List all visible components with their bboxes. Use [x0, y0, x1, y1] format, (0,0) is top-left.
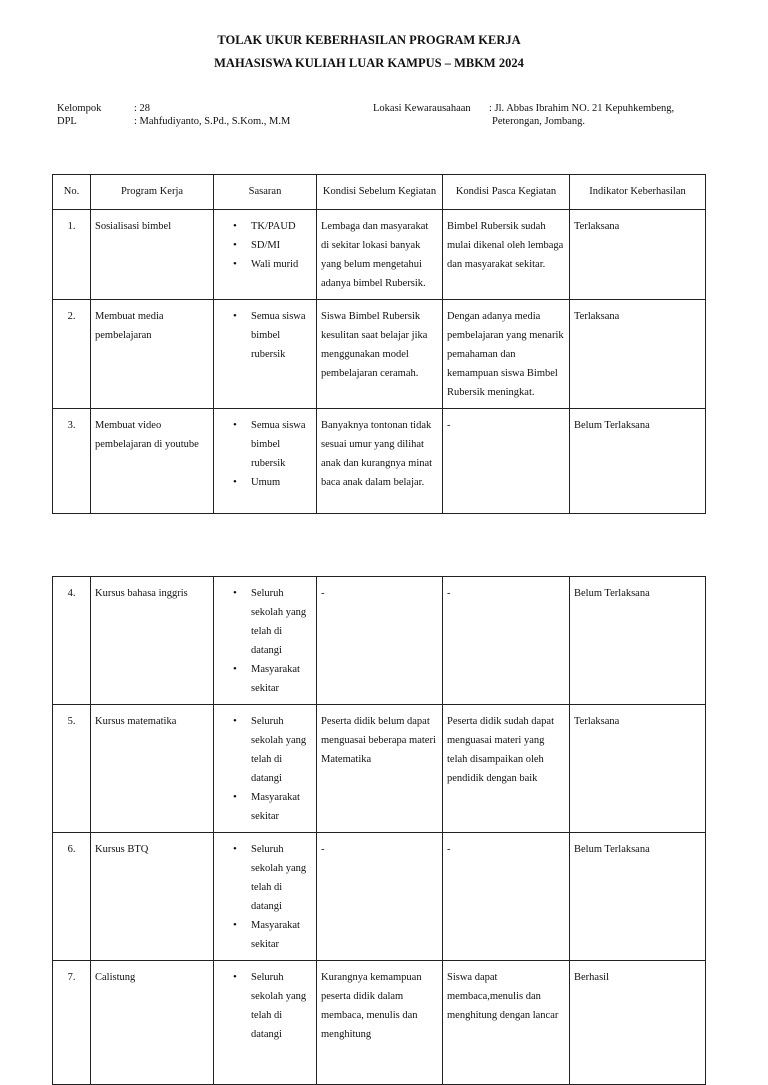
row-targets: [214, 409, 317, 514]
row-indicator: Berhasil: [570, 961, 706, 1085]
kelompok-label: Kelompok: [57, 103, 102, 114]
header-indicator: Indikator Keberhasilan: [570, 175, 706, 210]
row-program: Kursus matematika: [91, 705, 214, 833]
row-program: Calistung: [91, 961, 214, 1085]
row-targets: [214, 961, 317, 1085]
row-after: -: [443, 577, 570, 705]
row-targets: [214, 300, 317, 409]
table-header-row: [53, 175, 706, 210]
row-no: 4.: [53, 577, 91, 705]
row-before: -: [317, 577, 443, 705]
lokasi-label: Lokasi Kewarausahaan: [373, 103, 471, 114]
target-item: • Seluruh sekolah yang telah di datangi: [251, 712, 312, 788]
table-row: [53, 577, 706, 705]
row-program: Kursus BTQ: [91, 833, 214, 961]
header-program: Program Kerja: [91, 175, 214, 210]
row-after: Peserta didik sudah dapat menguasai materi yang telah disampaikan oleh pendidik dengan baik: [443, 705, 570, 833]
row-program: Membuat media pembelajaran: [91, 300, 214, 409]
row-indicator: Belum Terlaksana: [570, 409, 706, 514]
target-item: • Masyarakat sekitar: [251, 788, 312, 826]
target-item: • Seluruh sekolah yang telah di datangi: [251, 584, 312, 660]
header-target: Sasaran: [214, 175, 317, 210]
target-item: • Seluruh sekolah yang telah di datangi: [251, 840, 312, 916]
row-indicator: Terlaksana: [570, 210, 706, 300]
row-indicator: Terlaksana: [570, 300, 706, 409]
row-after: Dengan adanya media pembelajaran yang menarik pemahaman dan kemampuan siswa Bimbel Rubersik meningkat.: [443, 300, 570, 409]
row-before: Kurangnya kemampuan peserta didik dalam membaca, menulis dan menghitung: [317, 961, 443, 1085]
row-before: Banyaknya tontonan tidak sesuai umur yang dilihat anak dan kurangnya minat baca anak dalam belajar.: [317, 409, 443, 514]
target-item: • SD/MI: [251, 236, 312, 255]
row-no: 1.: [53, 210, 91, 300]
target-item: • Masyarakat sekitar: [251, 660, 312, 698]
target-item: • Wali murid: [251, 255, 312, 274]
meta-info: [0, 0, 768, 140]
lokasi-value-line-1: : Jl. Abbas Ibrahim NO. 21 Kepuhkembeng,: [489, 103, 675, 114]
row-indicator: Belum Terlaksana: [570, 577, 706, 705]
document-title-line-2: MAHASISWA KULIAH LUAR KAMPUS – MBKM 2024: [214, 56, 524, 70]
row-after: Bimbel Rubersik sudah mulai dikenal oleh lembaga dan masyarakat sekitar.: [443, 210, 570, 300]
dpl-label: DPL: [57, 116, 77, 127]
row-program: Sosialisasi bimbel: [91, 210, 214, 300]
row-before: Lembaga dan masyarakat di sekitar lokasi banyak yang belum mengetahui adanya bimbel Rubersik.: [317, 210, 443, 300]
target-item: • Semua siswa bimbel rubersik: [251, 307, 312, 364]
row-before: -: [317, 833, 443, 961]
row-no: 5.: [53, 705, 91, 833]
target-item: • Masyarakat sekitar: [251, 916, 312, 954]
header-no: No.: [53, 175, 91, 210]
row-indicator: Terlaksana: [570, 705, 706, 833]
row-after: -: [443, 833, 570, 961]
row-no: 3.: [53, 409, 91, 514]
row-before: Peserta didik belum dapat menguasai beberapa materi Matematika: [317, 705, 443, 833]
row-after: -: [443, 409, 570, 514]
row-targets: [214, 833, 317, 961]
table-row: [53, 833, 706, 961]
row-no: 6.: [53, 833, 91, 961]
row-no: 7.: [53, 961, 91, 1085]
target-item: • Semua siswa bimbel rubersik: [251, 416, 312, 473]
row-targets: [214, 577, 317, 705]
row-after: Siswa dapat membaca,menulis dan menghitung dengan lancar: [443, 961, 570, 1085]
table-row: [53, 210, 706, 300]
header-before: Kondisi Sebelum Kegiatan: [317, 175, 443, 210]
row-program: Membuat video pembelajaran di youtube: [91, 409, 214, 514]
table-row: [53, 961, 706, 1085]
dpl-value: : Mahfudiyanto, S.Pd., S.Kom., M.M: [134, 116, 291, 127]
row-before: Siswa Bimbel Rubersik kesulitan saat belajar jika menggunakan model pembelajaran ceramah.: [317, 300, 443, 409]
row-targets: [214, 210, 317, 300]
table-row: [53, 409, 706, 514]
row-targets: [214, 705, 317, 833]
row-no: 2.: [53, 300, 91, 409]
target-item: • Umum: [251, 473, 312, 492]
row-program: Kursus bahasa inggris: [91, 577, 214, 705]
lokasi-value-line-2: Peterongan, Jombang.: [492, 116, 586, 127]
target-item: • Seluruh sekolah yang telah di datangi: [251, 968, 312, 1044]
table-row: [53, 300, 706, 409]
program-table-part-1: [52, 174, 706, 514]
kelompok-value: : 28: [134, 103, 151, 114]
target-item: • TK/PAUD: [251, 217, 312, 236]
row-indicator: Belum Terlaksana: [570, 833, 706, 961]
table-row: [53, 705, 706, 833]
program-table-part-2: [52, 576, 706, 1085]
header-after: Kondisi Pasca Kegiatan: [443, 175, 570, 210]
document-title-line-1: TOLAK UKUR KEBERHASILAN PROGRAM KERJA: [217, 33, 521, 47]
